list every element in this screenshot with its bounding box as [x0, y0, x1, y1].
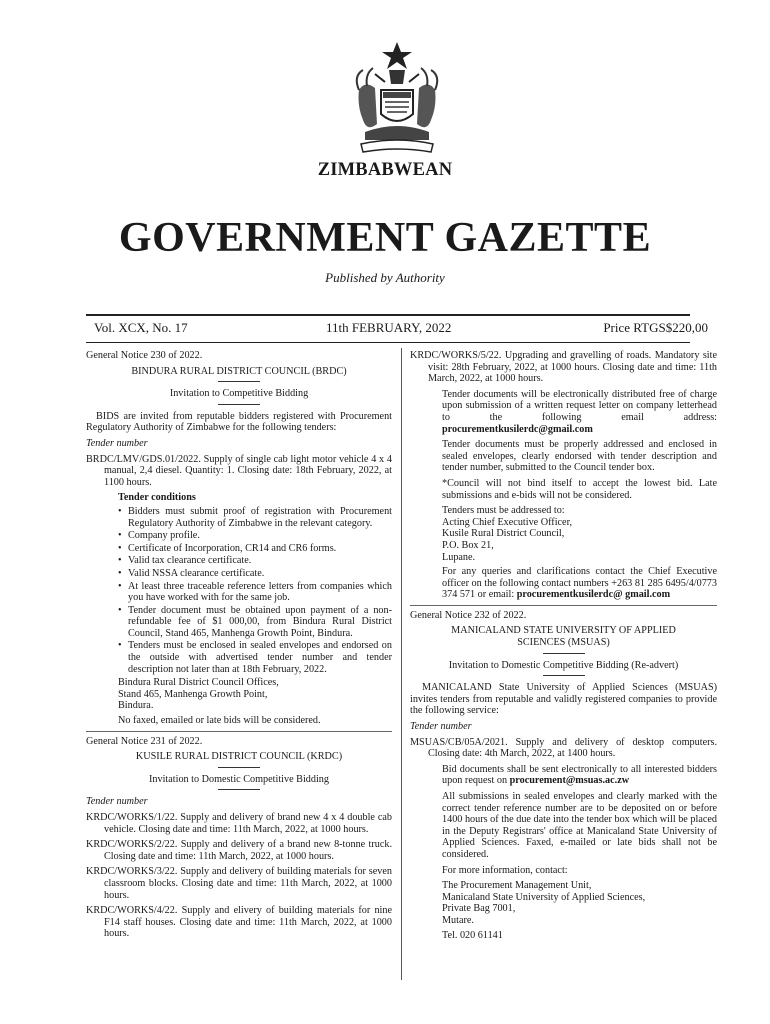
tender-item: BRDC/LMV/GDS.01/2022. Supply of single cab light motor vehicle 4 x 4 manual, 2,4 diesel. Quantity: 1. Closing date: 18th February, 2022, at 1100 hours. [86, 453, 392, 488]
council-name: KUSILE RURAL DISTRICT COUNCIL (KRDC) [135, 751, 343, 763]
condition-item: • Valid tax clearance certificate. [118, 555, 392, 567]
office-address [86, 677, 392, 712]
publication-prefix: ZIMBABWEAN [317, 160, 453, 180]
address-line: Acting Chief Executive Officer, [442, 516, 573, 528]
tender-item: MSUAS/CB/05A/2021. Supply and delivery of desktop computers. Closing date: 4th March, 2022, at 1400 hours. [410, 736, 717, 760]
general-notice-231 [86, 736, 392, 940]
tender-item: KRDC/WORKS/2/22. Supply and delivery of a brand new 8-tonne truck. Closing date and time: 11th March, 2022, at 1000 hours. [86, 839, 392, 862]
university-name: MANICALAND STATE UNIVERSITY OF APPLIED SCIENCES (MSUAS) [451, 625, 676, 649]
divider [218, 404, 260, 405]
invitation-title: Invitation to Domestic Competitive Bidding (Re-advert) [448, 659, 679, 671]
address-line: Mutare. [442, 914, 474, 926]
condition-item: • Tenders must be enclosed in sealed envelopes and endorsed on the outside with advertised tender number and tender description not later than at 18th February, 2022. [118, 640, 392, 675]
tender-item: KRDC/WORKS/3/22. Supply and delivery of building materials for seven classroom blocks. Closing date and time: 11th March, 2022, at 1000 hours. [86, 866, 392, 901]
invitation-title: Invitation to Competitive Bidding [169, 388, 309, 400]
notice-heading: General Notice 232 of 2022. [410, 609, 527, 621]
coat-of-arms-emblem [345, 40, 449, 158]
masthead-top-rule [86, 314, 690, 316]
notice-separator [86, 731, 392, 732]
left-column [86, 350, 392, 944]
condition-item: • Tender document must be obtained upon payment of a non-refundable fee of $1 000,00, from Bindura Rural District Council, Stand 465, Manhenga Growth Point, Bindura. [118, 605, 392, 640]
notice-intro: MANICALAND State University of Applied Sciences (MSUAS) invites tenders from reputable and validly registered companies to provide the following service: [410, 682, 717, 717]
tender-documents-info [410, 389, 717, 435]
notice-heading: General Notice 230 of 2022. [86, 350, 203, 361]
tender-item: KRDC/WORKS/4/22. Supply and elivery of building materials for nine F14 staff houses. Closing date and time: 11th March, 2022, at 1000 hours. [86, 905, 392, 940]
submissions-info: All submissions in sealed envelopes and clearly marked with the correct tender reference number are to be deposited on or before 1400 hours of the due date into the tender box which will be placed in the Deputy Registrars' office at Manicaland State University of Applied Sciences. Faxed, e-mailed or late bids shall not be considered. [442, 791, 717, 860]
divider [218, 767, 260, 768]
address-line: P.O. Box 21, [442, 539, 494, 551]
notice-heading: General Notice 231 of 2022. [86, 735, 203, 747]
council-name: BINDURA RURAL DISTRICT COUNCIL (BRDC) [131, 365, 347, 377]
conditions-title: Tender conditions [118, 492, 196, 504]
condition-item: • At least three traceable reference letters from companies which you have worked with for the same job. [118, 581, 392, 604]
general-notice-231-continued [410, 350, 717, 601]
sealed-envelopes-info: Tender documents must be properly addressed and enclosed in sealed envelopes, clearly endorsed with tender description and tender number, submitted to the Council tender box. [442, 439, 717, 474]
queries-info [410, 566, 717, 601]
issue-date: 11th FEBRUARY, 2022 [326, 320, 452, 335]
address-line: Bindura Rural District Council Offices, [118, 677, 279, 689]
council-address [410, 517, 717, 563]
general-notice-232 [410, 610, 717, 941]
bid-documents-info [410, 764, 717, 787]
condition-item: • Certificate of Incorporation, CR14 and CR6 forms. [118, 543, 392, 555]
council-note: *Council will not bind itself to accept the lowest bid. Late submissions and e-bids will not be considered. [442, 477, 717, 501]
divider [218, 381, 260, 382]
issue-price: Price RTGS$220,00 [603, 320, 708, 335]
tender-number-label: Tender number [410, 721, 472, 733]
address-line: Manicaland State University of Applied Sciences, [442, 891, 646, 903]
notice-intro: BIDS are invited from reputable bidders registered with Procurement Regulatory Authority of Zimbabwe for the following tenders: [86, 410, 392, 434]
volume-number: Vol. XCX, No. 17 [94, 320, 188, 335]
condition-item: • Company profile. [118, 530, 392, 542]
divider [543, 653, 585, 654]
bid-documents-text: Bid documents shall be sent electronically to all interested bidders upon request on [442, 763, 717, 787]
documents-text: Tender documents will be electronically distributed free of charge upon submission of a written request letter on company letterhead to the following email address: [442, 388, 717, 423]
tender-number-label: Tender number [86, 796, 148, 808]
masthead-bottom-rule [86, 342, 690, 343]
addressed-to-label: Tenders must be addressed to: [442, 505, 565, 517]
publication-title: GOVERNMENT GAZETTE [118, 215, 652, 261]
documents-email: procurementkusilerdc@gmail.com [442, 423, 593, 435]
condition-item: • Bidders must submit proof of registration with Procurement Regulatory Authority of Zimbabwe in the relevant category. [118, 506, 392, 529]
address-line: Bindura. [118, 700, 154, 712]
queries-email: procurementkusilerdc@ gmail.com [516, 589, 671, 601]
university-address [410, 880, 717, 926]
publication-subtitle: Published by Authority [325, 270, 445, 285]
address-line: Private Bag 7001, [442, 903, 516, 915]
telephone-number: Tel. 020 61141 [442, 929, 503, 941]
queries-text: For any queries and clarifications contact the Chief Executive officer on the following contact numbers +263 81 285 6495/4/0773 374 571 or email: [442, 566, 717, 601]
address-line: Stand 465, Manhenga Growth Point, [118, 688, 268, 700]
right-column [410, 350, 717, 945]
notice-footer: No faxed, emailed or late bids will be considered. [118, 715, 321, 727]
bid-documents-email: procurement@msuas.ac.zw [509, 775, 630, 787]
divider [543, 675, 585, 676]
tender-number-label: Tender number [86, 437, 148, 449]
tender-item: KRDC/WORKS/5/22. Upgrading and gravelling of roads. Mandatory site visit: 28th February, 2022, at 1000 hours. Closing date and time: 11th March, 2022, at 1000 hours. [410, 350, 717, 385]
conditions-list [86, 506, 392, 675]
tender-item: KRDC/WORKS/1/22. Supply and delivery of brand new 4 x 4 double cab vehicle. Closing date and time: 11th March, 2022, at 1000 hours. [86, 812, 392, 835]
more-info-label: For more information, contact: [442, 864, 568, 876]
divider [218, 789, 260, 790]
address-line: Kusile Rural District Council, [442, 528, 565, 540]
general-notice-230 [86, 350, 392, 727]
notice-separator [410, 605, 717, 606]
issue-info-bar [94, 320, 708, 338]
condition-item: • Valid NSSA clearance certificate. [118, 568, 392, 580]
address-line: The Procurement Management Unit, [442, 880, 592, 892]
address-line: Lupane. [442, 551, 476, 563]
column-divider [401, 348, 402, 980]
invitation-title: Invitation to Domestic Competitive Bidding [149, 773, 329, 785]
